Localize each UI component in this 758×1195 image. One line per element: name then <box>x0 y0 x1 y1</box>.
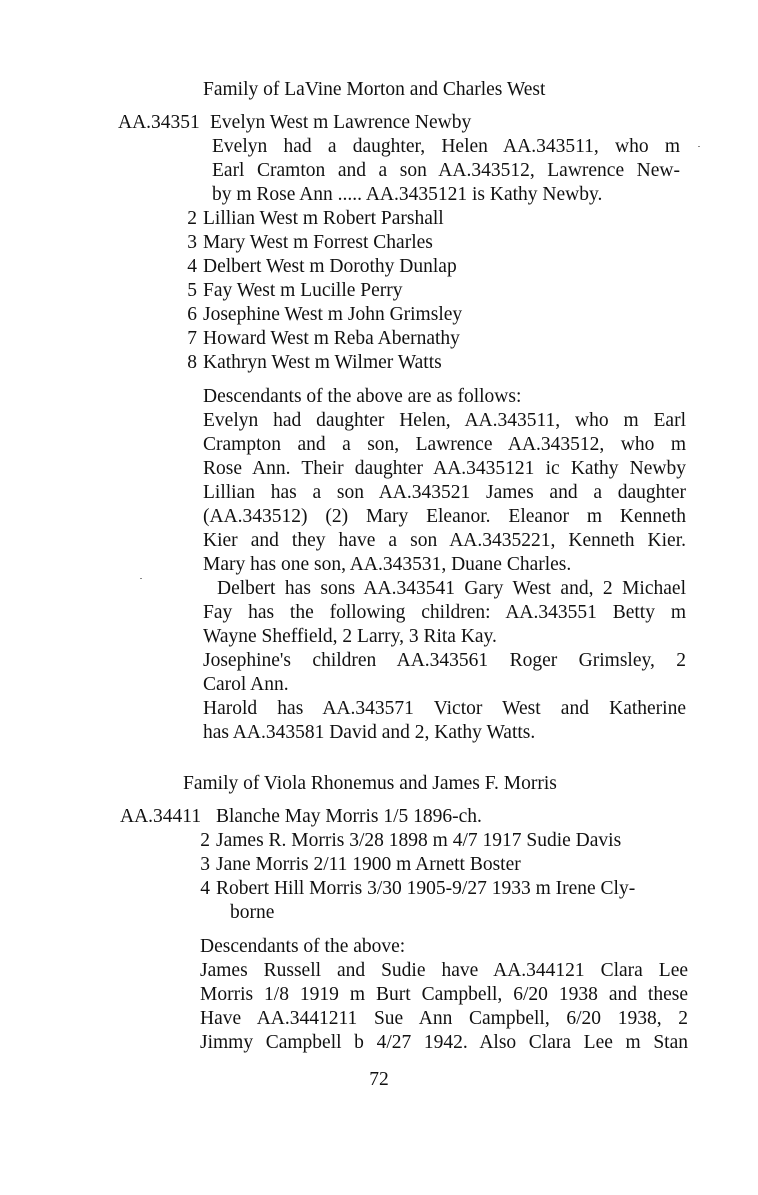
entry-text: Mary West m Forrest Charles <box>203 232 433 253</box>
desc-line: Evelyn had daughter Helen, AA.343511, who m Earl <box>203 410 686 431</box>
entry-3 <box>200 853 521 877</box>
desc-line: Crampton and a son, Lawrence AA.343512, who m <box>203 434 686 455</box>
entry-number: 2 <box>200 830 210 851</box>
desc-line: Have AA.3441211 Sue Ann Campbell, 6/20 1938, 2 <box>200 1008 688 1029</box>
desc-line: has AA.343581 David and 2, Kathy Watts. <box>203 722 536 743</box>
entry-text: Robert Hill Morris 3/30 1905-9/27 1933 m Irene Cly- <box>216 878 636 899</box>
scan-speck <box>698 146 700 147</box>
entry-7 <box>187 327 460 351</box>
entry-4 <box>200 877 636 901</box>
entry-number: 4 <box>200 878 210 899</box>
entry-number: 5 <box>187 280 197 301</box>
desc-line: Mary has one son, AA.343531, Duane Charles. <box>203 554 572 575</box>
desc-line: (AA.343512) (2) Mary Eleanor. Eleanor m Kenneth <box>203 506 686 527</box>
desc-line: Lillian has a son AA.343521 James and a daughter <box>203 482 686 503</box>
scan-speck <box>140 578 142 579</box>
entry-number: 4 <box>187 256 197 277</box>
desc-line: Harold has AA.343571 Victor West and Katherine <box>203 698 686 719</box>
desc-line: Morris 1/8 1919 m Burt Campbell, 6/20 1938 and these <box>200 984 688 1005</box>
evelyn-note <box>212 135 680 207</box>
entry-text: Kathryn West m Wilmer Watts <box>203 352 442 373</box>
entry-number: 6 <box>187 304 197 325</box>
desc-line: Fay has the following children: AA.343551 Betty m <box>203 602 686 623</box>
entry-number: 3 <box>200 854 210 875</box>
entry-text: Fay West m Lucille Perry <box>203 280 403 301</box>
entry-number: 8 <box>187 352 197 373</box>
entry-2 <box>200 829 622 853</box>
descendants-text <box>203 409 686 745</box>
descendants-text <box>200 959 688 1055</box>
entry-4-continued: borne <box>230 902 275 923</box>
desc-line: Kier and they have a son AA.3435221, Kenneth Kier. <box>203 530 686 551</box>
entry-text: Howard West m Reba Abernathy <box>203 328 460 349</box>
section-heading-west: Family of LaVine Morton and Charles West <box>203 79 546 100</box>
desc-line: Wayne Sheffield, 2 Larry, 3 Rita Kay. <box>203 626 497 647</box>
entry-4 <box>187 255 457 279</box>
entry-6 <box>187 303 463 327</box>
desc-line: Carol Ann. <box>203 674 289 695</box>
entry-1: Blanche May Morris 1/5 1896-ch. <box>216 806 482 827</box>
family-id-label: AA.34351 <box>118 112 200 133</box>
desc-line: James Russell and Sudie have AA.344121 Clara Lee <box>200 960 688 981</box>
entry-text: Lillian West m Robert Parshall <box>203 208 444 229</box>
family-id-label: AA.34411 <box>120 806 202 827</box>
page-number: 72 <box>369 1069 389 1090</box>
entry-1: Evelyn West m Lawrence Newby <box>210 112 472 133</box>
entry-number: 2 <box>187 208 197 229</box>
note-line: Evelyn had a daughter, Helen AA.343511, who m <box>212 136 680 157</box>
note-line: Earl Cramton and a son AA.343512, Lawrence New- <box>212 160 680 181</box>
desc-line: Josephine's children AA.343561 Roger Grimsley, 2 <box>203 650 686 671</box>
entry-text: Delbert West m Dorothy Dunlap <box>203 256 457 277</box>
desc-line: Rose Ann. Their daughter AA.3435121 ic Kathy Newby <box>203 458 686 479</box>
entry-number: 7 <box>187 328 197 349</box>
desc-line: Delbert has sons AA.343541 Gary West and, 2 Michael <box>217 578 686 599</box>
entry-text: James R. Morris 3/28 1898 m 4/7 1917 Sudie Davis <box>216 830 622 851</box>
descendants-heading: Descendants of the above are as follows: <box>203 386 522 407</box>
desc-line: Jimmy Campbell b 4/27 1942. Also Clara Lee m Stan <box>200 1032 688 1053</box>
entry-text: Josephine West m John Grimsley <box>203 304 463 325</box>
entry-3 <box>187 231 433 255</box>
entry-5 <box>187 279 403 303</box>
descendants-heading: Descendants of the above: <box>200 936 406 957</box>
entry-text: Jane Morris 2/11 1900 m Arnett Boster <box>216 854 521 875</box>
entry-number: 3 <box>187 232 197 253</box>
entry-2 <box>187 207 444 231</box>
note-line: by m Rose Ann ..... AA.3435121 is Kathy Newby. <box>212 184 603 205</box>
section-heading-morris: Family of Viola Rhonemus and James F. Morris <box>183 773 557 794</box>
entry-8 <box>187 351 442 375</box>
